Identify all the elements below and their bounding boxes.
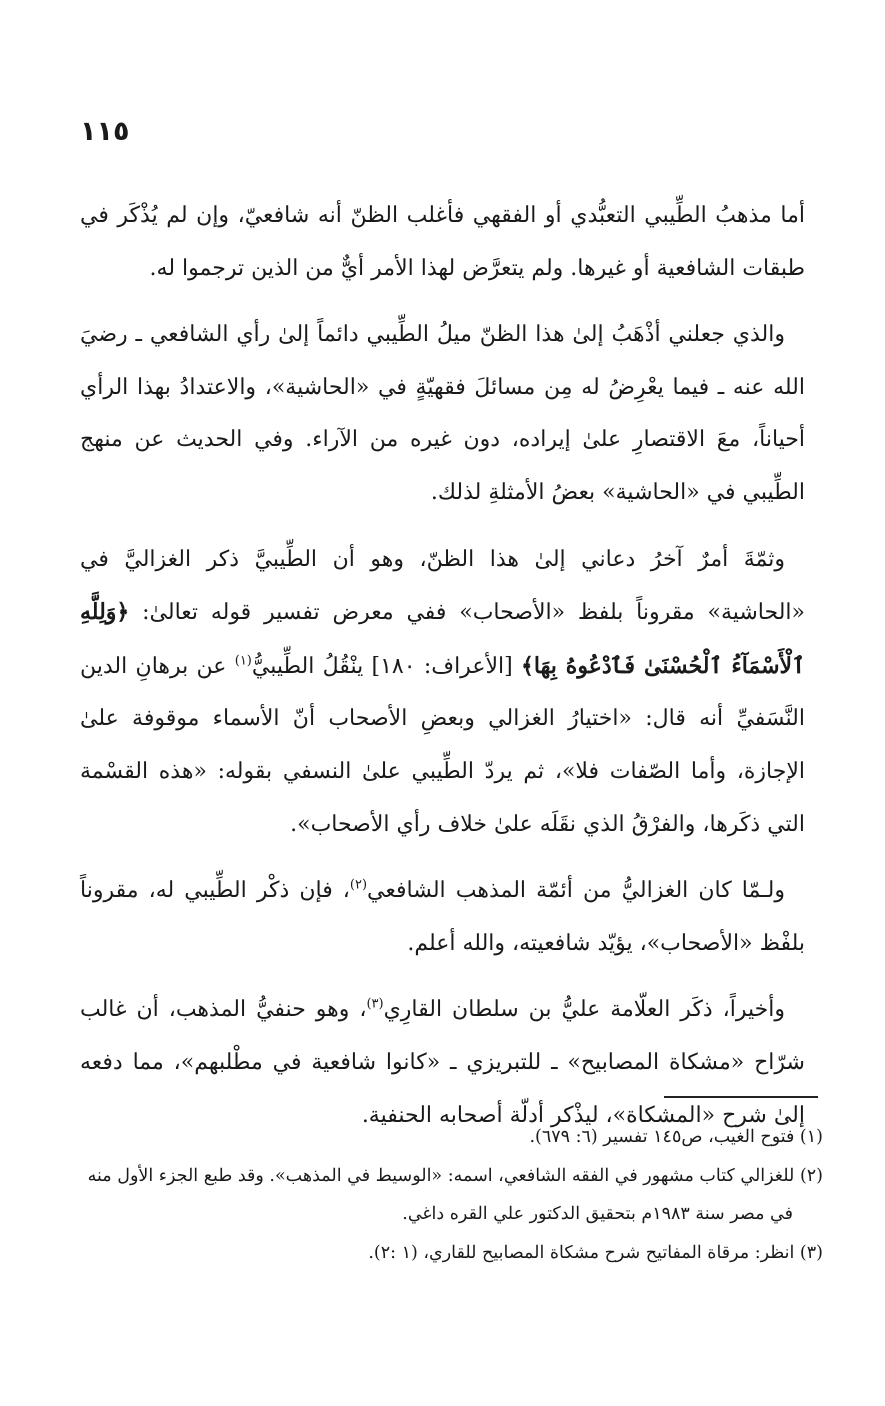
paragraph-3 — [80, 534, 805, 852]
footnote-marker-3: (٣) — [366, 996, 384, 1012]
paragraph-2: والذي جعلني أذْهَبُ إلىٰ هذا الظنّ ميلُ الطِّيبي دائماً إلىٰ رأي الشافعي ـ رضيَ الله عنه ـ فيما يعْرِضُ له مِن مسائلَ فقهيّةٍ في «الحاشية»، والاعتدادُ بهذا الرأي أحياناً، معَ الاقتصارِ علىٰ إيراده، دون غيره من الآراء. وفي الحديث عن منهج الطِّيبي في «الحاشية» بعضُ الأمثلةِ لذلك. — [80, 322, 805, 505]
paragraph-3-text-continued: عن برهانِ الدين النَّسَفيِّ أنه قال: «اختيارُ الغزالي وبعضِ الأصحاب أنّ الأسماء موقوفة علىٰ الإجازة، وأما الصّفات فلا»، ثم يردّ الطِّيبي علىٰ النسفي بقوله: «هذه القسْمة التي ذكَرها، والفرْقُ الذي نقَلَه علىٰ خلاف رأي الأصحاب». — [80, 653, 805, 837]
footnote-separator — [664, 1096, 818, 1098]
paragraph-3-text: وثمّةَ أمرٌ آخرُ دعاني إلىٰ هذا الظنّ، وهو أن الطِّيبيَّ ذكر الغزاليَّ في «الحاشية» مقروناً بلفظ «الأصحاب» ففي معرض تفسير قوله تعالىٰ: — [80, 546, 805, 626]
paragraph-5-text: وأخيراً، ذكَر العلّامة عليُّ بن سلطان القارِي — [383, 997, 786, 1023]
paragraph-4 — [80, 865, 805, 970]
paragraph-5-text-continued: ، وهو حنفيُّ المذهب، أن غالب شرّاح «مشكاة المصابيح» ـ للتبريزي ـ «كانوا شافعية في مطْلبهم»، مما دفعه إلىٰ شرح «المشكاة»، ليذْكر أدلّة أصحابه الحنفية. — [80, 997, 805, 1128]
footnote-3: (٣) انظر: مرقاة المفاتيح شرح مشكاة المصابيح للقاري، (١ :٢). — [368, 1242, 823, 1263]
paragraph-4-text: ولـمّا كان الغزاليُّ من أئمّة المذهب الشافعي — [367, 878, 785, 904]
paragraph-4-text-continued: ، فإن ذكْر الطِّيبي له، مقروناً بلفْظ «الأصحاب»، يؤيّد شافعيته، والله أعلم. — [80, 878, 805, 956]
verse-reference: [الأعراف: ١٨٠] ينْقُلُ الطِّيبيُّ — [251, 653, 521, 679]
page-number: ١١٥ — [80, 116, 130, 147]
main-text — [80, 190, 805, 1156]
quran-verse: ﴿وَلِلَّهِ ٱلْأَسْمَآءُ ٱلْحُسْنَىٰ فَٱدْعُوهُ بِهَا﴾ — [80, 599, 805, 679]
footnote-marker-1: (١) — [234, 653, 252, 669]
paragraph-1: أما مذهبُ الطِّيبي التعبُّدي أو الفقهي فأغلب الظنّ أنه شافعيّ، وإن لم يُذْكَر في طبقات الشافعية أو غيرها. ولم يتعرَّض لهذا الأمر أيٌّ من الذين ترجموا له. — [80, 203, 805, 281]
footnote-marker-2: (٢) — [349, 877, 368, 893]
footnote-2-continued: في مصر سنة ١٩٨٣م بتحقيق الدكتور علي القره داغي. — [402, 1204, 793, 1224]
footnote-1: (١) فتوح الغيب، ص١٤٥ تفسير (٦: ٦٧٩). — [529, 1127, 823, 1147]
footnote-2: (٢) للغزالي كتاب مشهور في الفقه الشافعي، اسمه: «الوسيط في المذهب». وقد طبع الجزء الأول منه — [87, 1165, 823, 1186]
footnotes — [80, 1118, 823, 1272]
